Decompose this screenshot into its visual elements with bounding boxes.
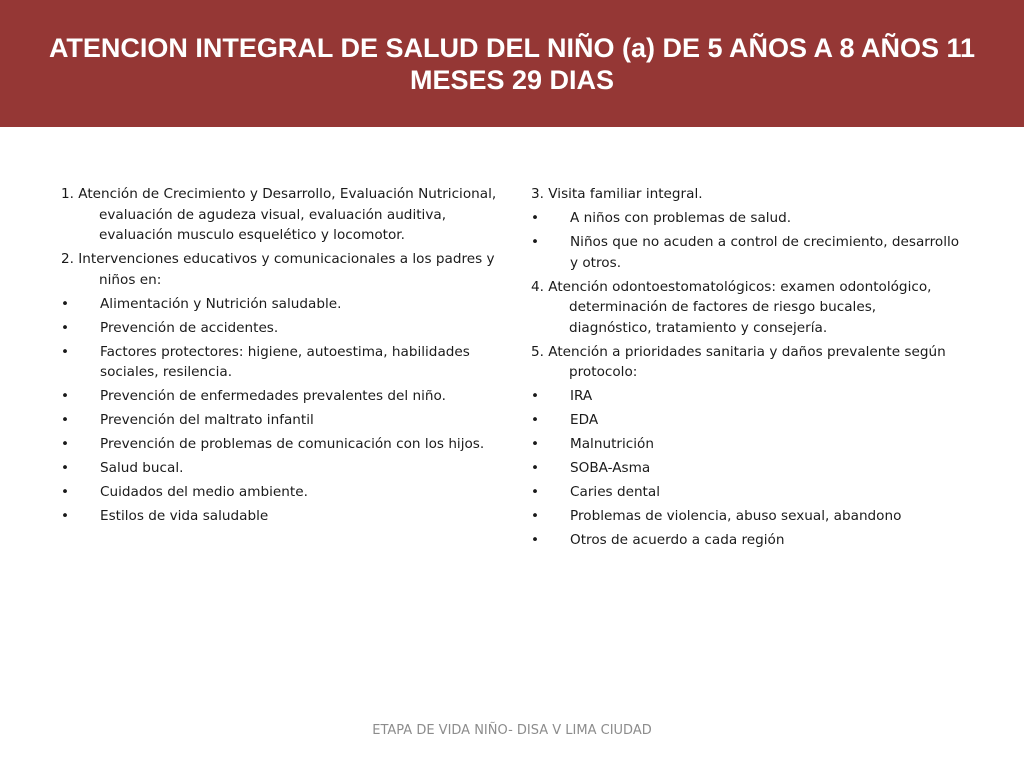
bullet-item: • Prevención del maltrato infantil (61, 410, 511, 431)
numbered-item: 2. Intervenciones educativos y comunicacionales a los padres y niños en: (61, 251, 495, 288)
bullet-item: • Prevención de enfermedades prevalentes del niño. (61, 386, 511, 407)
bullet-item: • Salud bucal. (61, 458, 511, 479)
bullet-item: • EDA (531, 410, 961, 431)
bullet-item: • Estilos de vida saludable (61, 506, 511, 527)
slide-footer: ETAPA DE VIDA NIÑO- DISA V LIMA CIUDAD (372, 723, 652, 738)
bullet-item: • Prevención de problemas de comunicación con los hijos. (61, 434, 511, 455)
bullet-item: • Otros de acuerdo a cada región (531, 530, 961, 551)
bullet-item: • Cuidados del medio ambiente. (61, 482, 511, 503)
bullet-item: • Malnutrición (531, 434, 961, 455)
right-column (531, 184, 961, 554)
bullet-item: • Factores protectores: higiene, autoestima, habilidades sociales, resilencia. (61, 342, 511, 383)
bullet-item: • Niños que no acuden a control de crecimiento, desarrollo y otros. (531, 232, 961, 273)
numbered-item: 5. Atención a prioridades sanitaria y daños prevalente según protocolo: (531, 343, 946, 380)
right-content-list (531, 184, 961, 551)
bullet-item: • Problemas de violencia, abuso sexual, abandono (531, 506, 961, 527)
left-column (61, 184, 511, 530)
bullet-item: • SOBA-Asma (531, 458, 961, 479)
bullet-item: • IRA (531, 386, 961, 407)
bullet-item: • A niños con problemas de salud. (531, 208, 961, 229)
left-content-list (61, 184, 511, 527)
numbered-item: 1. Atención de Crecimiento y Desarrollo, Evaluación Nutricional, evaluación de agudeza visual, evaluación auditiva, evaluación musculo esquelético y locomotor. (61, 186, 497, 243)
bullet-item: • Alimentación y Nutrición saludable. (61, 294, 511, 315)
title-bar (0, 0, 1024, 127)
numbered-item: 3. Visita familiar integral. (531, 186, 703, 202)
slide-title: ATENCION INTEGRAL DE SALUD DEL NIÑO (a) DE 5 AÑOS A 8 AÑOS 11 MESES 29 DIAS (48, 32, 976, 95)
numbered-item: 4. Atención odontoestomatológicos: examen odontológico, determinación de factores de riesgo bucales, diagnóstico, tratamiento y consejería. (531, 278, 932, 336)
bullet-item: • Caries dental (531, 482, 961, 503)
bullet-item: • Prevención de accidentes. (61, 318, 511, 339)
